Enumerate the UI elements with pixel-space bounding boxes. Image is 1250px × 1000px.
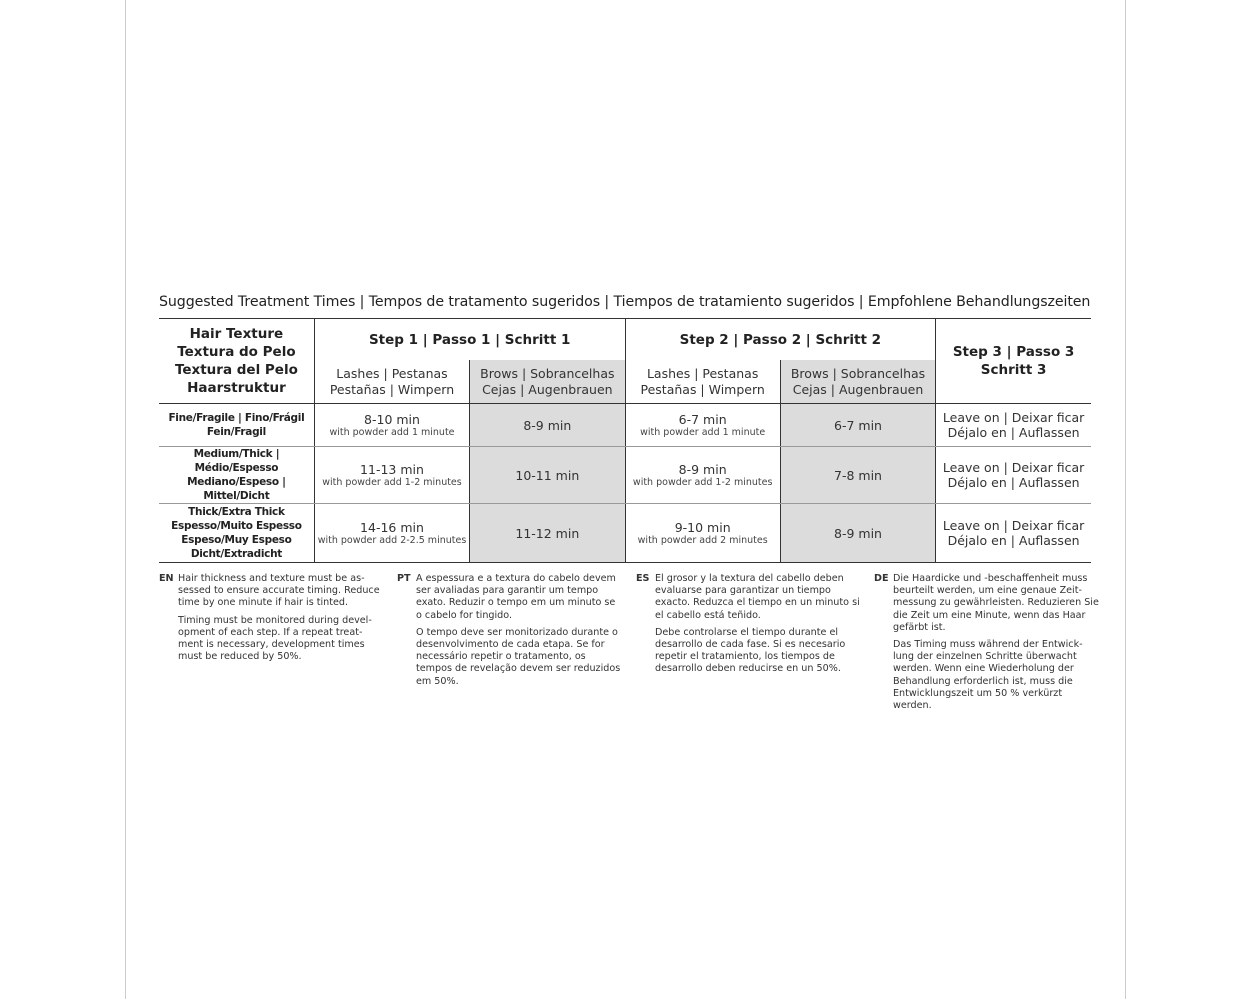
treatment-times-table [159,318,1091,563]
note-de [874,573,1099,717]
line: Leave on | Deixar ficar [942,410,1085,425]
table-row [159,404,1091,447]
s1-lashes-time [314,447,469,504]
line: Medium/Thick | Médio/Espesso [193,448,280,474]
note-paragraph: Hair thickness and texture must be assessed to ensure accurate timing. Reduce time by one minute if hair is tinted. [178,573,380,609]
time: 8-9 min [678,461,727,477]
line: Espesso/Muito Espesso [171,520,302,532]
s1-brows-time: 11-12 min [470,504,625,563]
s1-brows-time: 8-9 min [470,404,625,447]
texture-label [159,504,314,563]
line: Déjalo en | Auflassen [947,425,1080,440]
powder-note: with powder add 2 minutes [637,534,768,546]
s2-brows-time: 6-7 min [780,404,935,447]
header-line: Textura do Pelo [177,344,296,360]
texture-label [159,447,314,504]
s3-time [936,447,1091,504]
note-pt [397,573,622,693]
note-paragraph: El grosor y la textura del cabello deben evaluarse para garantizar un tiempo exacto. Reduzca el tiempo en un minuto si el cabello está teñido. [655,573,860,621]
header-line: Textura del Pelo [174,362,298,378]
step1-lashes-header [314,360,469,404]
time: 6-7 min [678,411,727,427]
line: Brows | Sobrancelhas [480,365,615,381]
step3-header [936,319,1091,404]
time: 9-10 min [674,519,731,535]
powder-note: with powder add 1-2 minutes [632,476,773,488]
time: 14-16 min [360,519,424,535]
s2-lashes-time [625,447,780,504]
s3-time [936,504,1091,563]
header-line: Haarstruktur [187,380,286,396]
powder-note: with powder add 1 minute [640,426,766,438]
line: Dicht/Extradicht [190,548,282,560]
step1-header: Step 1 | Passo 1 | Schritt 1 [314,319,625,361]
lang-code: ES [636,573,650,584]
table-row [159,504,1091,563]
table-row [159,447,1091,504]
line: Pestañas | Wimpern [329,381,455,397]
step2-brows-header [780,360,935,404]
powder-note: with powder add 1-2 minutes [322,476,462,488]
s2-brows-time: 8-9 min [780,504,935,563]
line: Espeso/Muy Espeso [181,534,292,546]
s1-brows-time: 10-11 min [470,447,625,504]
note-paragraph: Timing must be monitored during development of each step. If a repeat treatment is necessary, development times must be reduced by 50%. [178,614,372,663]
line: Pestañas | Wimpern [640,381,765,397]
time: 8-10 min [364,411,420,427]
hair-texture-header [159,319,314,404]
note-paragraph: A espessura e a textura do cabelo devem ser avaliadas para garantir um tempo exato. Reduzir o tempo em um minuto se o cabelo for tingido. [416,573,616,621]
note-paragraph: Debe controlarse el tiempo durante el desarrollo de cada fase. Si es necesario repetir el tratamiento, los tiempos de desarrollo deben reducirse en un 50%. [655,626,846,675]
page-title: Suggested Treatment Times | Tempos de tratamento sugeridos | Tiempos de tratamiento sugeridos | Empfohlene Behandlungszeiten [159,294,1091,310]
note-es [636,573,861,681]
line: Lashes | Pestanas [336,365,448,381]
line: Mediano/Espeso | Mittel/Dicht [187,476,286,502]
s1-lashes-time [314,504,469,563]
note-en [159,573,384,668]
line: Fein/Fragil [206,426,266,438]
s2-brows-time: 7-8 min [780,447,935,504]
note-paragraph: Das Timing muss während der Entwicklung der einzelnen Schritte überwacht werden. Wenn eine Wiederholung der Behandlung erforderlich ist, muss die Entwicklungszeit um 50 % verkürzt werden. [893,639,1083,712]
s2-lashes-time [625,404,780,447]
s1-lashes-time [314,404,469,447]
line: Cejas | Augenbrauen [792,381,924,397]
step1-brows-header [470,360,625,404]
powder-note: with powder add 2-2.5 minutes [317,534,467,546]
note-paragraph: Die Haardicke und -beschaffenheit muss beurteilt werden, um eine genaue Zeitmessung zu gewährleisten. Reduzieren Sie die Zeit um eine Minute, wenn das Haar gefärbt ist. [893,573,1099,633]
s2-lashes-time [625,504,780,563]
line: Brows | Sobrancelhas [790,365,926,381]
time: 11-13 min [360,461,424,477]
line: Déjalo en | Auflassen [947,533,1080,548]
step2-lashes-header [625,360,780,404]
header-line: Schritt 3 [980,362,1047,378]
line: Leave on | Deixar ficar [942,518,1085,533]
step2-header: Step 2 | Passo 2 | Schritt 2 [625,319,936,361]
lang-code: EN [159,573,174,584]
lang-code: PT [397,573,411,584]
line: Fine/Fragile | Fino/Frágil [168,412,305,424]
s3-time [936,404,1091,447]
powder-note: with powder add 1 minute [329,426,455,438]
line: Thick/Extra Thick [188,506,285,518]
line: Lashes | Pestanas [646,365,759,381]
line: Déjalo en | Auflassen [947,475,1080,490]
texture-label [159,404,314,447]
note-paragraph: O tempo deve ser monitorizado durante o desenvolvimento de cada etapa. Se for necessário repetir o tratamento, os tempos de revelação devem ser reduzidos em 50%. [416,626,621,687]
header-line: Hair Texture [189,326,284,342]
header-line: Step 3 | Passo 3 [952,344,1075,360]
line: Cejas | Augenbrauen [482,381,613,397]
lang-code: DE [874,573,889,584]
line: Leave on | Deixar ficar [942,460,1085,475]
